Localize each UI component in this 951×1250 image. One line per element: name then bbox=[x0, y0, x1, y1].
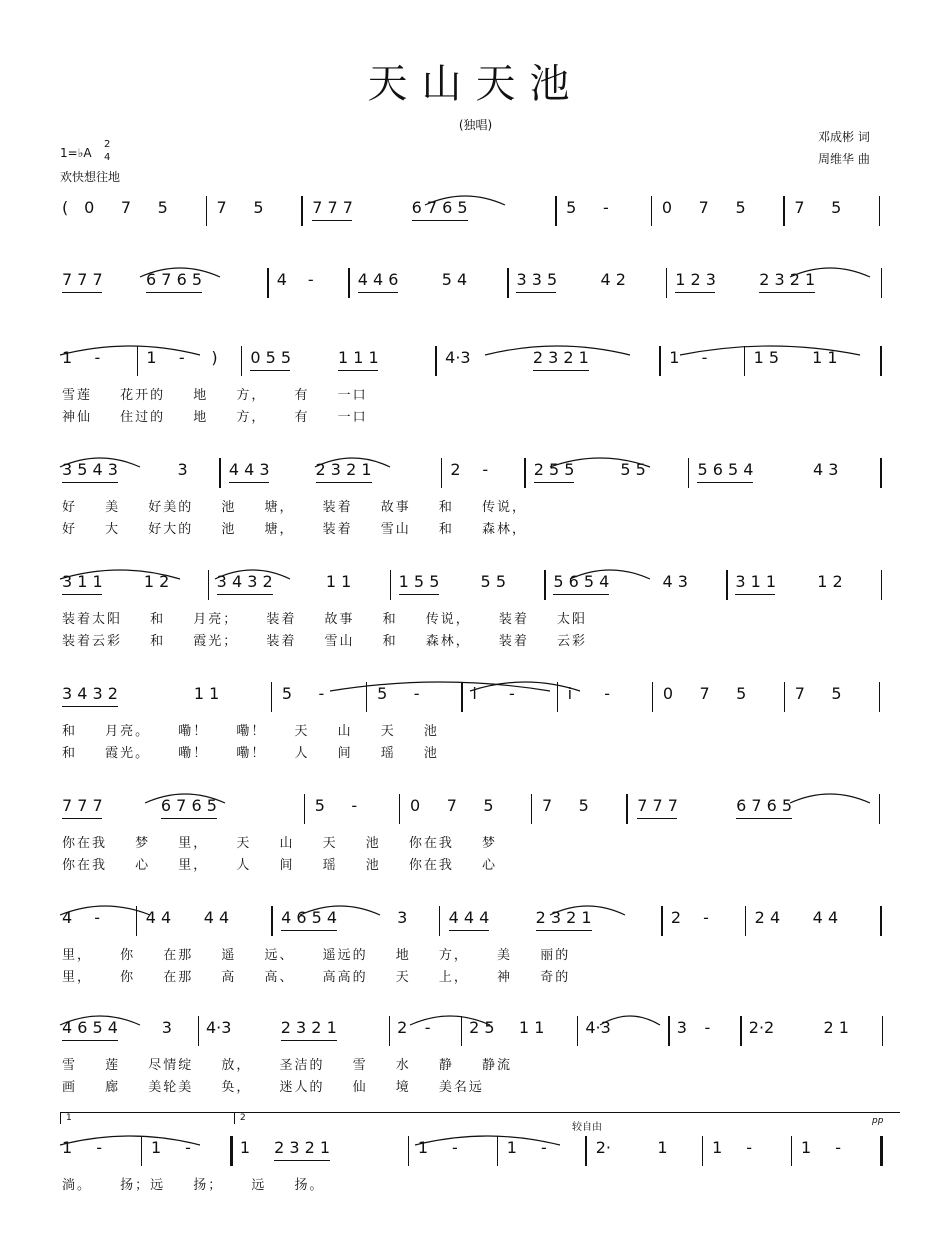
barline bbox=[880, 906, 881, 936]
note-group: 2 3 2 1 bbox=[535, 908, 592, 927]
note-group: 2·2 bbox=[748, 1018, 775, 1037]
staff-notes bbox=[58, 676, 896, 716]
beam-underline bbox=[281, 930, 337, 931]
note-group: - bbox=[746, 1138, 753, 1157]
note-group: 7 bbox=[698, 198, 709, 217]
note-group: - bbox=[178, 348, 185, 367]
note-group: 7 bbox=[794, 198, 805, 217]
barline bbox=[661, 906, 662, 936]
note-group: - bbox=[704, 1018, 711, 1037]
beam-underline bbox=[449, 930, 489, 931]
beam-underline bbox=[516, 292, 556, 293]
note-group: - bbox=[508, 684, 515, 703]
note-group: 4 4 bbox=[812, 908, 839, 927]
staff-notes bbox=[58, 1010, 896, 1050]
barline bbox=[366, 682, 367, 712]
note-group: 1 1 bbox=[193, 684, 220, 703]
beam-underline bbox=[161, 818, 217, 819]
note-group: - bbox=[541, 1138, 547, 1157]
note-group: 7 bbox=[216, 198, 227, 217]
note-group: 0 bbox=[84, 198, 95, 217]
beam-underline bbox=[250, 370, 290, 371]
barline bbox=[507, 268, 508, 298]
note-group: - bbox=[424, 1018, 431, 1037]
lyric-line bbox=[58, 518, 896, 536]
note-group: - bbox=[185, 1138, 191, 1157]
note-group: i bbox=[472, 684, 477, 703]
barline bbox=[241, 346, 242, 376]
note-group: 5 bbox=[831, 684, 842, 703]
note-group: 0 bbox=[661, 198, 673, 217]
lyric-line bbox=[58, 608, 896, 626]
beam-underline bbox=[274, 1160, 330, 1161]
volta-line bbox=[60, 1112, 900, 1113]
time-signature-top: 2 bbox=[104, 139, 111, 150]
note-group: 7 bbox=[699, 684, 710, 703]
note-group: 3 3 5 bbox=[516, 270, 558, 289]
note-group: 7 bbox=[446, 796, 457, 815]
note-group: 6 7 6 5 bbox=[160, 796, 217, 815]
barline bbox=[745, 906, 746, 936]
note-group: 1 bbox=[62, 1138, 73, 1157]
barline bbox=[408, 1136, 409, 1166]
barline bbox=[439, 906, 440, 936]
beam-underline bbox=[229, 482, 269, 483]
time-signature-bottom: 4 bbox=[104, 152, 111, 163]
beam-underline bbox=[536, 930, 592, 931]
barline bbox=[784, 682, 785, 712]
note-group: 5 bbox=[831, 198, 842, 217]
note-group: 0 bbox=[662, 684, 674, 703]
lyric-text: 好 大 好大的 池 塘， 装着 雪山 和 森林， bbox=[62, 522, 528, 537]
barline bbox=[702, 1136, 703, 1166]
note-group: 1 bbox=[712, 1138, 723, 1157]
note-group: 3 bbox=[161, 1018, 172, 1037]
note-group: 5 bbox=[735, 198, 746, 217]
note-group: 5 bbox=[281, 684, 292, 703]
barline bbox=[666, 268, 667, 298]
note-group: 1 bbox=[669, 348, 680, 367]
note-group: 3 4 3 2 bbox=[216, 572, 273, 591]
note-group: i bbox=[567, 684, 573, 703]
song-subtitle: (独唱) bbox=[458, 118, 493, 132]
barline bbox=[208, 570, 209, 600]
note-group: 4 4 6 bbox=[357, 270, 399, 289]
barline bbox=[137, 346, 138, 376]
note-group: - bbox=[482, 460, 489, 479]
note-group: 7 bbox=[794, 684, 805, 703]
barline bbox=[668, 1016, 669, 1046]
barline bbox=[524, 458, 525, 488]
note-group: - bbox=[604, 684, 610, 703]
note-group: 4·3 bbox=[445, 348, 471, 367]
note-group: 5 6 5 4 bbox=[697, 460, 754, 479]
note-group: 3 1 1 bbox=[62, 572, 103, 591]
staff-notes bbox=[58, 788, 896, 828]
note-group: 0 5 5 bbox=[250, 348, 292, 367]
note-group: 3 bbox=[177, 460, 188, 479]
beam-underline bbox=[62, 482, 118, 483]
lyric-line bbox=[58, 384, 896, 402]
note-group: 1 bbox=[417, 1138, 429, 1157]
barline bbox=[141, 1136, 142, 1166]
note-group: 5 bbox=[377, 684, 388, 703]
barline bbox=[555, 196, 556, 226]
barline bbox=[461, 682, 462, 712]
barline bbox=[557, 682, 558, 712]
barline bbox=[880, 458, 881, 488]
note-group: 1 bbox=[506, 1138, 517, 1157]
note-group: 1 1 bbox=[812, 348, 838, 367]
lyric-text: 和 霞光。 嘞！ 嘞！ 人 间 瑶 池 bbox=[62, 746, 439, 761]
composer-credit: 周维华 曲 bbox=[818, 152, 870, 166]
note-group: 1 5 5 bbox=[398, 572, 440, 591]
barline bbox=[585, 1136, 586, 1166]
barline bbox=[783, 196, 784, 226]
barline bbox=[626, 794, 627, 824]
barline bbox=[791, 1136, 792, 1166]
note-group: 2 bbox=[670, 908, 682, 927]
note-group: - bbox=[701, 348, 708, 367]
note-group: - bbox=[602, 198, 609, 217]
volta-1-bracket bbox=[60, 1112, 61, 1124]
note-group: 1 bbox=[62, 348, 73, 367]
beam-underline bbox=[358, 292, 398, 293]
note-group: 0 bbox=[410, 796, 421, 815]
beam-underline bbox=[736, 818, 792, 819]
note-group: 3 1 1 bbox=[735, 572, 777, 591]
note-group: 4 3 bbox=[812, 460, 839, 479]
note-group: 3 bbox=[676, 1018, 687, 1037]
note-group: 4 4 3 bbox=[228, 460, 270, 479]
barline bbox=[651, 196, 652, 226]
barline bbox=[435, 346, 436, 376]
beam-underline bbox=[62, 1040, 118, 1041]
lyric-text: 你在我 梦 里， 天 山 天 池 你在我 梦 bbox=[62, 836, 498, 851]
lyric-text: 画 廊 美轮美 奂， 迷人的 仙 境 美名远 bbox=[62, 1080, 484, 1095]
staff-notes bbox=[58, 190, 896, 230]
staff-notes bbox=[58, 452, 896, 492]
note-group: 1 bbox=[657, 1138, 668, 1157]
note-group: - bbox=[351, 796, 358, 815]
note-group: 2 3 2 1 bbox=[280, 1018, 337, 1037]
barline bbox=[652, 682, 653, 712]
note-group: 4 bbox=[276, 270, 287, 289]
beam-underline bbox=[62, 706, 118, 707]
beam-underline bbox=[533, 370, 589, 371]
note-group: 7 7 7 bbox=[62, 796, 103, 815]
note-group: 7 7 7 bbox=[312, 198, 353, 217]
barline bbox=[389, 1016, 390, 1046]
note-group: 6 7 6 5 bbox=[146, 270, 203, 289]
lyric-line bbox=[58, 944, 896, 962]
beam-underline bbox=[62, 594, 102, 595]
note-group: 7 bbox=[541, 796, 553, 815]
lyric-line bbox=[58, 1174, 896, 1192]
beam-underline bbox=[735, 594, 775, 595]
note-group: 5 bbox=[483, 796, 494, 815]
staff-notes bbox=[58, 262, 896, 302]
barline bbox=[744, 346, 745, 376]
note-group: 2 bbox=[450, 460, 461, 479]
barline bbox=[301, 196, 302, 226]
note-group: 3 5 4 3 bbox=[62, 460, 118, 479]
lyric-text: 和 月亮。 嘞！ 嘞！ 天 山 天 池 bbox=[62, 724, 439, 739]
beam-underline bbox=[338, 370, 378, 371]
beam-underline bbox=[312, 220, 352, 221]
barline bbox=[441, 458, 442, 488]
barline bbox=[219, 458, 220, 488]
barline bbox=[881, 268, 882, 298]
note-group: - bbox=[318, 684, 325, 703]
note-group: - bbox=[94, 908, 100, 927]
barline bbox=[304, 794, 305, 824]
note-group: 2 1 bbox=[823, 1018, 849, 1037]
note-group: 1 bbox=[146, 348, 157, 367]
note-group: 1 1 bbox=[325, 572, 352, 591]
barline bbox=[879, 682, 880, 712]
lyric-text: 淌。 扬；远 扬； 远 扬。 bbox=[62, 1178, 325, 1193]
lyric-text: 里， 你 在那 遥 远、 遥远的 地 方， 美 丽的 bbox=[62, 948, 571, 963]
note-group: - bbox=[96, 1138, 102, 1157]
lyric-text: 你在我 心 里， 人 间 瑶 池 你在我 心 bbox=[62, 858, 498, 873]
note-group: 1 bbox=[239, 1138, 251, 1157]
lyric-line bbox=[58, 854, 896, 872]
beam-underline bbox=[281, 1040, 337, 1041]
note-group: 7 7 7 bbox=[62, 270, 103, 289]
lyric-line bbox=[58, 630, 896, 648]
beam-underline bbox=[534, 482, 574, 483]
note-group: 4 2 bbox=[600, 270, 626, 289]
note-group: 5 bbox=[253, 198, 264, 217]
lyric-line bbox=[58, 1054, 896, 1072]
note-group: 5 bbox=[736, 684, 747, 703]
note-group: - bbox=[452, 1138, 458, 1157]
note-group: 3 bbox=[397, 908, 408, 927]
barline bbox=[726, 570, 727, 600]
note-group: 4·3 bbox=[585, 1018, 611, 1037]
note-group: 4 3 bbox=[662, 572, 688, 591]
note-group: 2 3 2 1 bbox=[759, 270, 816, 289]
song-title: 天山天池 bbox=[367, 61, 584, 107]
note-group: - bbox=[703, 908, 709, 927]
note-group: 2 3 2 1 bbox=[532, 348, 589, 367]
note-group: 7 bbox=[120, 198, 132, 217]
volta-2-bracket bbox=[234, 1112, 235, 1124]
note-group: 2 3 2 1 bbox=[274, 1138, 331, 1157]
note-group: 1 2 bbox=[817, 572, 843, 591]
barline bbox=[399, 794, 400, 824]
note-group: - bbox=[835, 1138, 842, 1157]
beam-underline bbox=[553, 594, 609, 595]
note-group: 1 5 bbox=[753, 348, 780, 367]
lyric-line bbox=[58, 406, 896, 424]
note-group: 5 6 5 4 bbox=[553, 572, 610, 591]
barline bbox=[390, 570, 391, 600]
note-group: 1 2 bbox=[143, 572, 170, 591]
note-group: 5 bbox=[157, 198, 168, 217]
note-group: 5 bbox=[578, 796, 589, 815]
staff-notes bbox=[58, 564, 896, 604]
lyric-text: 装着太阳 和 月亮； 装着 故事 和 传说， 装着 太阳 bbox=[62, 612, 588, 627]
lyric-line bbox=[58, 966, 896, 984]
lyric-line bbox=[58, 720, 896, 738]
barline bbox=[271, 682, 272, 712]
lyric-line bbox=[58, 496, 896, 514]
note-group: - bbox=[94, 348, 101, 367]
barline bbox=[497, 1136, 498, 1166]
volta-2-label: 2 bbox=[240, 1113, 246, 1123]
lyricist-credit: 邓成彬 词 bbox=[818, 130, 870, 144]
lyric-text: 雪莲 花开的 地 方， 有 一口 bbox=[62, 388, 368, 403]
barline bbox=[577, 1016, 578, 1046]
beam-underline bbox=[62, 292, 102, 293]
note-group: - bbox=[307, 270, 314, 289]
lyric-text: 里， 你 在那 高 高、 高高的 天 上， 神 奇的 bbox=[62, 970, 571, 985]
note-group: 5 bbox=[314, 796, 325, 815]
note-group: 6 7 6 5 bbox=[736, 796, 793, 815]
note-group: 6 7 6 5 bbox=[411, 198, 468, 217]
barline bbox=[271, 906, 272, 936]
barline bbox=[230, 1136, 233, 1166]
rubato-marking: 较自由 bbox=[572, 1122, 602, 1133]
barline bbox=[198, 1016, 199, 1046]
barline bbox=[531, 794, 532, 824]
note-group: 1 bbox=[150, 1138, 162, 1157]
note-group: 4 6 5 4 bbox=[62, 1018, 118, 1037]
barline bbox=[740, 1016, 741, 1046]
note-group: 4·3 bbox=[206, 1018, 232, 1037]
note-group: 1 bbox=[801, 1138, 812, 1157]
barline bbox=[880, 1136, 883, 1166]
lyric-text: 好 美 好美的 池 塘， 装着 故事 和 传说， bbox=[62, 500, 528, 515]
note-group: 2· bbox=[595, 1138, 612, 1157]
lyric-text: 装着云彩 和 霞光； 装着 雪山 和 森林， 装着 云彩 bbox=[62, 634, 588, 649]
lyric-line bbox=[58, 832, 896, 850]
note-group: 4 4 4 bbox=[448, 908, 490, 927]
staff-notes bbox=[58, 340, 896, 380]
note-group: 7 7 7 bbox=[637, 796, 678, 815]
note-group: 4 6 5 4 bbox=[281, 908, 338, 927]
note-group: ) bbox=[211, 348, 218, 367]
beam-underline bbox=[146, 292, 202, 293]
beam-underline bbox=[675, 292, 715, 293]
beam-underline bbox=[412, 220, 468, 221]
beam-underline bbox=[399, 594, 439, 595]
note-group: 5 bbox=[566, 198, 577, 217]
beam-underline bbox=[637, 818, 677, 819]
barline bbox=[879, 196, 880, 226]
note-group: ( bbox=[62, 198, 69, 217]
lyric-line bbox=[58, 742, 896, 760]
note-group: 4 4 bbox=[203, 908, 230, 927]
note-group: 1 1 1 bbox=[338, 348, 379, 367]
dynamic-marking: pp bbox=[872, 1116, 884, 1126]
note-group: 5 4 bbox=[441, 270, 468, 289]
note-group: 1 1 bbox=[518, 1018, 545, 1037]
note-group: 2 5 5 bbox=[533, 460, 575, 479]
tempo-marking: 欢快想往地 bbox=[60, 170, 121, 184]
beam-underline bbox=[697, 482, 753, 483]
note-group: 4 4 bbox=[145, 908, 172, 927]
barline bbox=[688, 458, 689, 488]
barline bbox=[879, 794, 880, 824]
beam-underline bbox=[316, 482, 372, 483]
barline bbox=[659, 346, 660, 376]
note-group: 4 bbox=[62, 908, 73, 927]
note-group: 2 3 2 1 bbox=[315, 460, 372, 479]
note-group: 3 4 3 2 bbox=[62, 684, 118, 703]
barline bbox=[881, 570, 882, 600]
note-group: 5 5 bbox=[620, 460, 646, 479]
beam-underline bbox=[759, 292, 815, 293]
note-group: 2 bbox=[397, 1018, 408, 1037]
barline bbox=[882, 1016, 883, 1046]
note-group: 2 5 bbox=[469, 1018, 495, 1037]
beam-underline bbox=[217, 594, 273, 595]
barline bbox=[880, 346, 881, 376]
barline bbox=[348, 268, 349, 298]
note-group: 2 4 bbox=[754, 908, 781, 927]
volta-1-label: 1 bbox=[66, 1113, 72, 1123]
lyric-text: 神仙 住过的 地 方， 有 一口 bbox=[62, 410, 368, 425]
barline bbox=[267, 268, 268, 298]
note-group: 5 5 bbox=[480, 572, 506, 591]
beam-underline bbox=[62, 818, 102, 819]
barline bbox=[544, 570, 545, 600]
staff-notes bbox=[58, 900, 896, 940]
barline bbox=[461, 1016, 462, 1046]
note-group: - bbox=[413, 684, 420, 703]
barline bbox=[206, 196, 207, 226]
barline bbox=[136, 906, 137, 936]
staff-notes bbox=[58, 1130, 896, 1170]
lyric-text: 雪 莲 尽情绽 放， 圣洁的 雪 水 静 静流 bbox=[62, 1058, 513, 1073]
key-signature: 1=♭A bbox=[60, 146, 92, 160]
note-group: 1 2 3 bbox=[675, 270, 716, 289]
lyric-line bbox=[58, 1076, 896, 1094]
